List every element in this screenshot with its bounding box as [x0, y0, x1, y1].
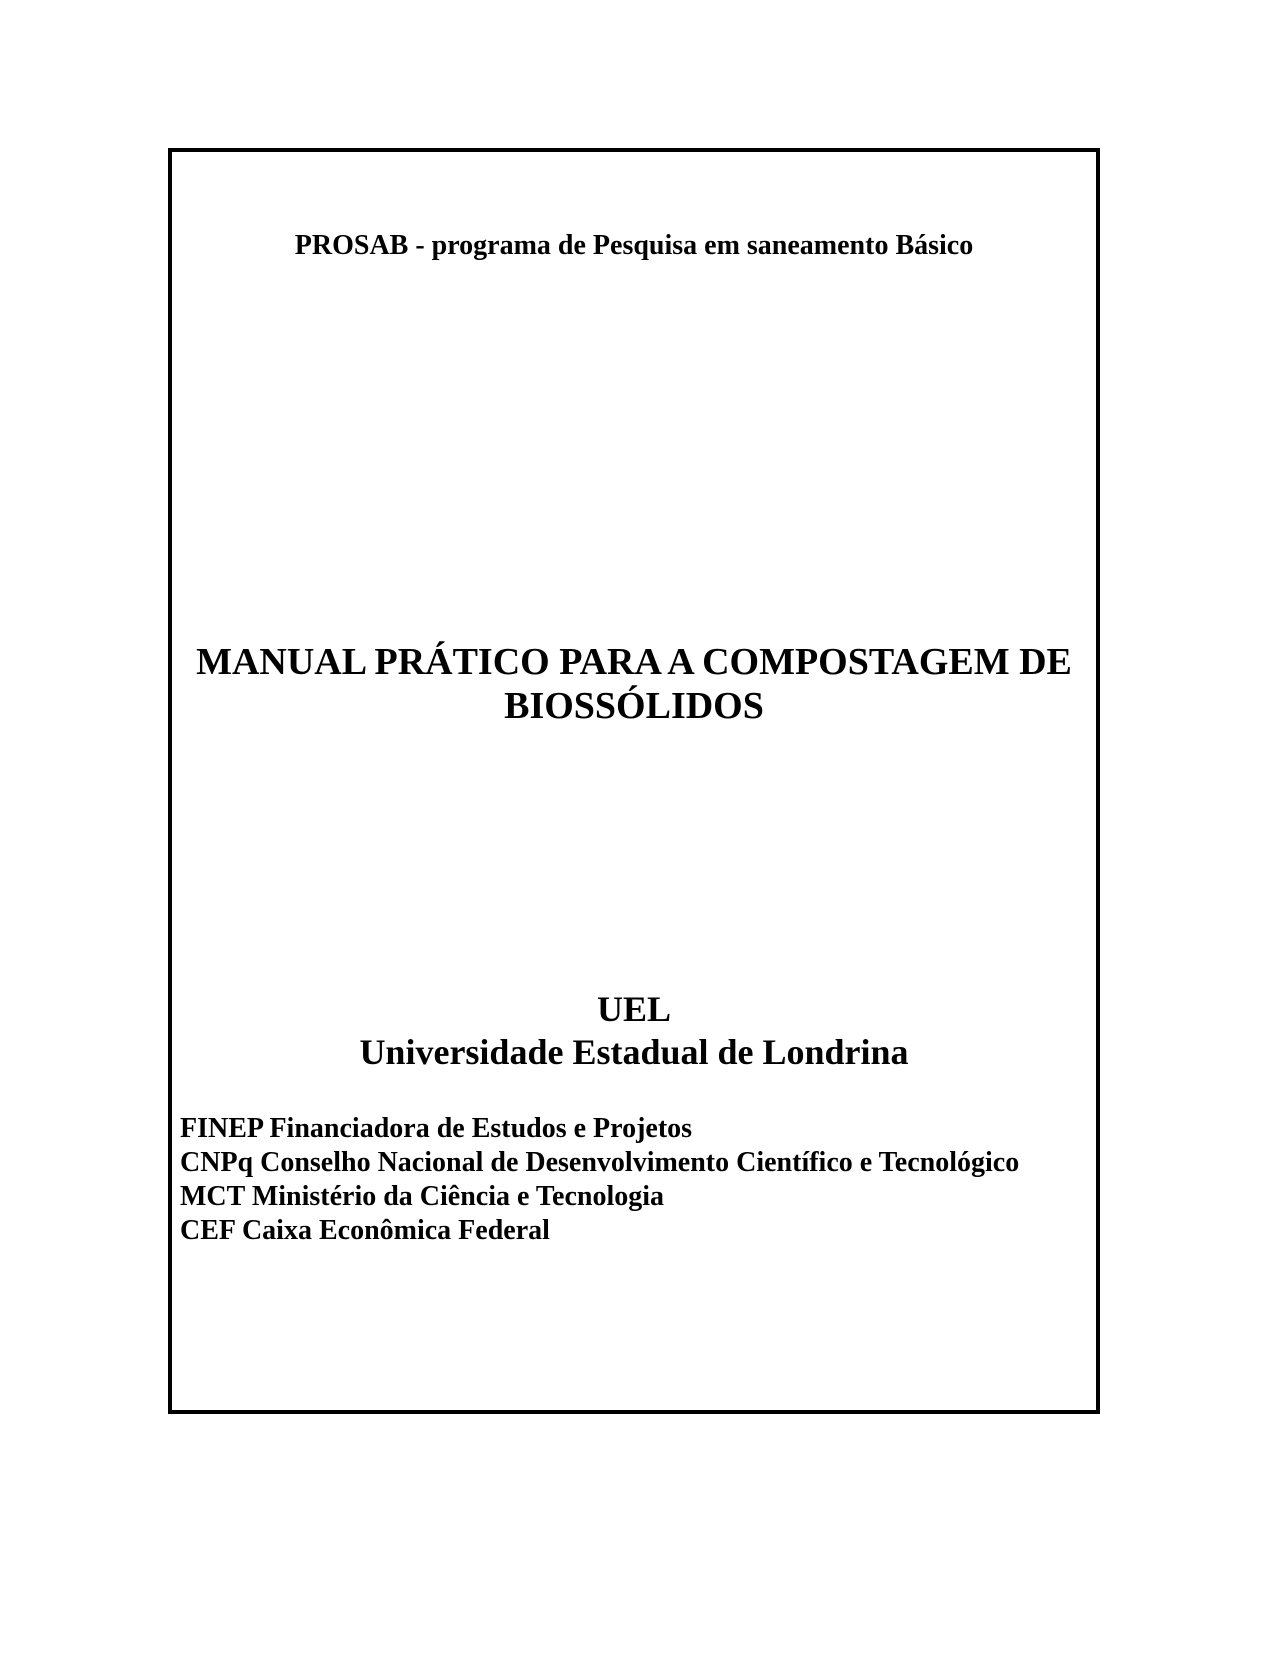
program-heading: PROSAB - programa de Pesquisa em saneamento Básico [294, 230, 974, 261]
institution-block [172, 988, 1096, 1074]
institution-abbreviation: UEL [596, 989, 672, 1029]
sponsor-item: CNPq Conselho Nacional de Desenvolvimento Científico e Tecnológico [180, 1147, 1020, 1178]
sponsor-item: CEF Caixa Econômica Federal [180, 1215, 550, 1246]
sponsor-list [180, 1112, 1019, 1248]
cover-frame [168, 148, 1100, 1414]
institution-name: Universidade Estadual de Londrina [359, 1032, 909, 1072]
sponsor-item: MCT Ministério da Ciência e Tecnologia [180, 1181, 665, 1212]
sponsor-item: FINEP Financiadora de Estudos e Projetos [180, 1113, 693, 1144]
document-title [172, 640, 1096, 728]
document-title-line-1: MANUAL PRÁTICO PARA A COMPOSTAGEM DE [196, 641, 1072, 683]
document-title-line-2: BIOSSÓLIDOS [504, 685, 764, 727]
